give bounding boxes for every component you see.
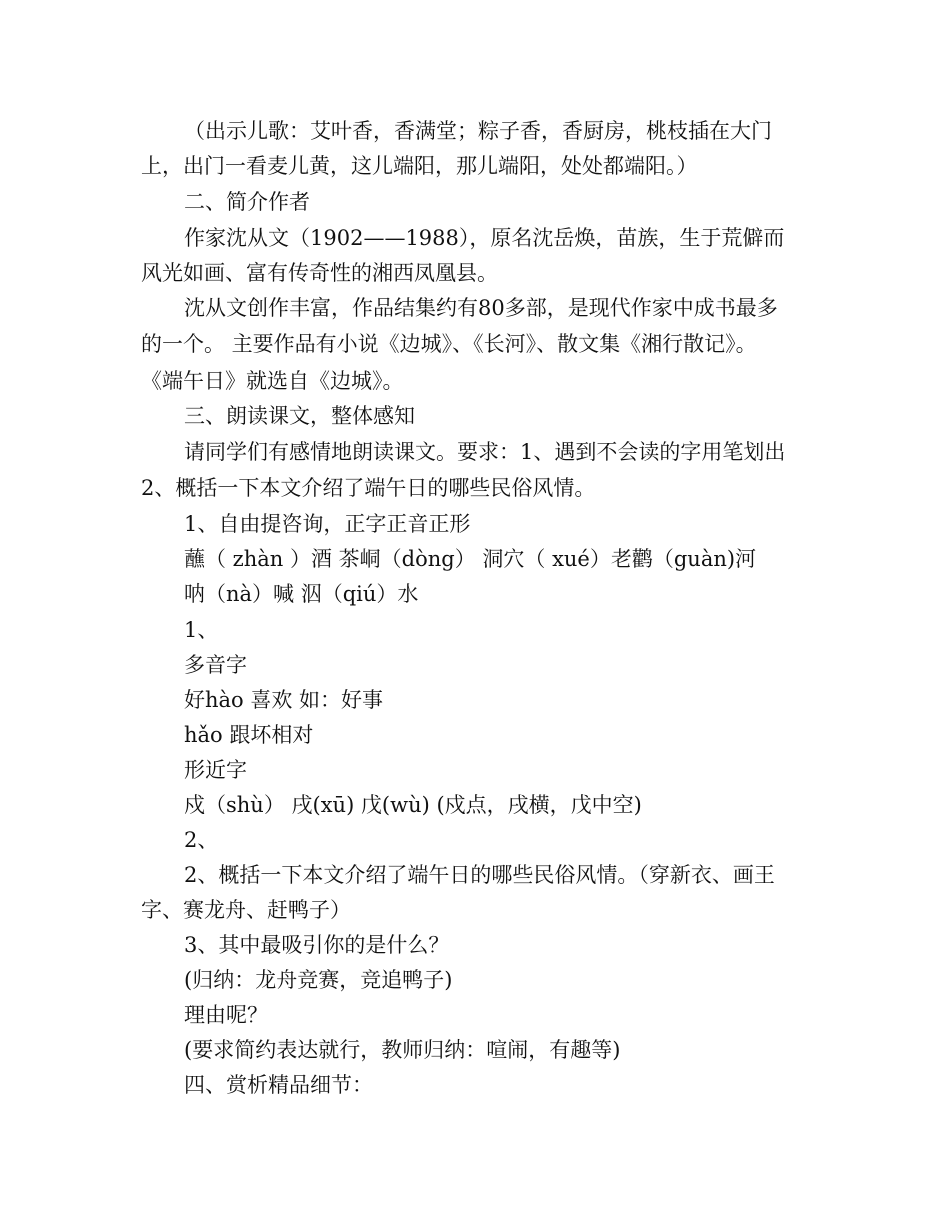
sub-heading: 形近字	[184, 758, 247, 782]
pinyin-line: 蘸（ zhàn ）酒 茶峒（dòng） 洞穴（ xué）老鹳（guàn)河	[184, 547, 757, 571]
paragraph-line: 沈从文创作丰富，作品结集约有80多部，是现代作家中成书最多	[184, 296, 778, 320]
paragraph-line: 作家沈从文（1902——1988），原名沈岳焕，苗族，生于荒僻而	[184, 226, 785, 250]
paragraph-line: 风光如画、富有传奇性的湘西凤凰县。	[141, 261, 498, 285]
pinyin-line: 呐（nà）喊 泅（qiú）水	[184, 582, 419, 606]
section-heading: 三、朗读课文，整体感知	[184, 404, 415, 428]
paragraph-line: 2、概括一下本文介绍了端午日的哪些民俗风情。（穿新衣、画王	[184, 863, 775, 887]
section-heading: 二、简介作者	[184, 190, 310, 214]
paragraph-line: 的一个。 主要作品有小说《边城》、《长河》、散文集《湘行散记》。	[141, 332, 757, 356]
paragraph-line: 字、赛龙舟、赶鸭子）	[141, 898, 351, 922]
paragraph-line: 上，出门一看麦儿黄，这儿端阳，那儿端阳，处处都端阳。）	[141, 154, 698, 178]
list-marker: 1、	[184, 618, 219, 642]
pinyin-line: 戍（shù） 戌(xū) 戊(wù) (戍点，戌横，戊中空)	[184, 793, 642, 817]
sub-heading: 多音字	[184, 653, 247, 677]
list-marker: 2、	[184, 828, 219, 852]
paragraph-line: 3、其中最吸引你的是什么？	[184, 933, 450, 957]
pinyin-line: hǎo 跟坏相对	[184, 723, 314, 747]
paragraph-line: 请同学们有感情地朗读课文。要求：1、遇到不会读的字用笔划出	[184, 440, 786, 464]
paragraph-line: (归纳：龙舟竞赛，竞追鸭子)	[184, 968, 453, 992]
paragraph-line: 《端午日》就选自《边城》。	[141, 369, 404, 393]
pinyin-line: 好hào 喜欢 如：好事	[184, 688, 384, 712]
section-heading: 四、赏析精品细节：	[184, 1073, 373, 1097]
paragraph-line: 理由呢？	[184, 1003, 268, 1027]
paragraph-line: 1、自由提咨询，正字正音正形	[184, 512, 471, 536]
paragraph-line: 2、概括一下本文介绍了端午日的哪些民俗风情。	[141, 476, 596, 500]
paragraph-line: （出示儿歌：艾叶香，香满堂；粽子香，香厨房，桃枝插在大门	[184, 119, 772, 143]
paragraph-line: (要求简约表达就行，教师归纳：喧闹，有趣等)	[184, 1038, 621, 1062]
